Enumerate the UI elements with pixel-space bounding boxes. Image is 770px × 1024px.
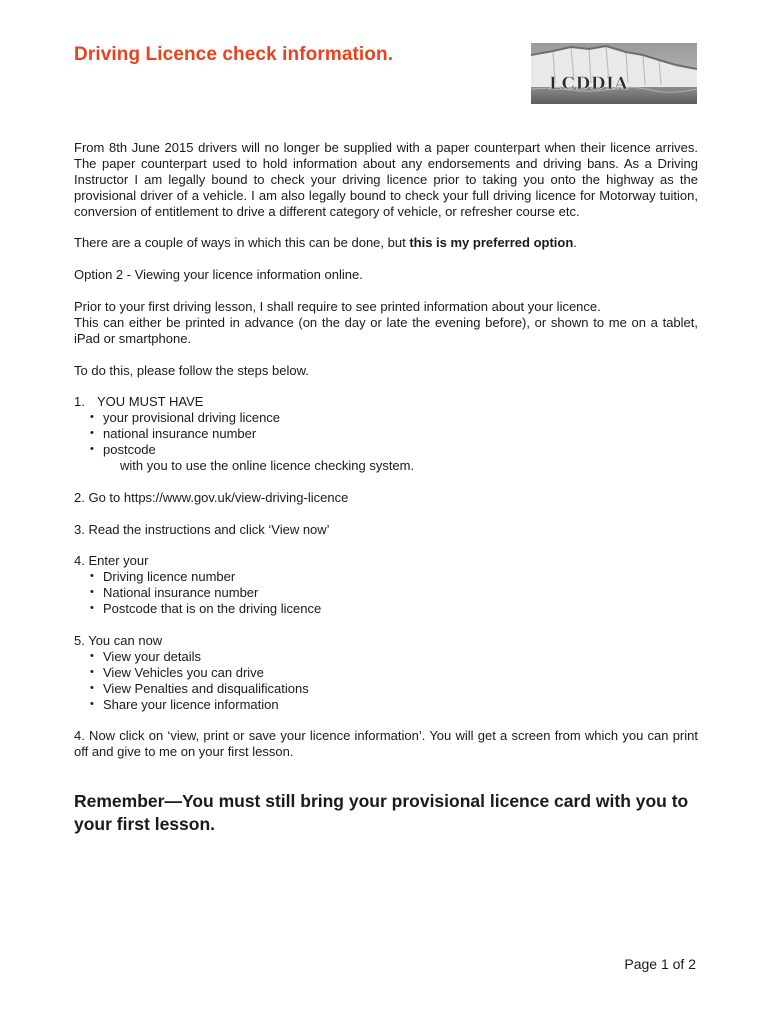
ways-text: There are a couple of ways in which this can be done, but [74, 235, 410, 251]
bullet-icon: • [90, 443, 94, 456]
step-4-list [74, 569, 698, 617]
list-item-text: Driving licence number [103, 569, 236, 585]
intro-paragraph: From 8th June 2015 drivers will no longer be supplied with a paper counterpart when their licence arrives. The paper counterpart used to hold information about any endorsements and driving bans. As a Driving Instructor I am legally bound to check your driving licence prior to taking you onto the highway as the provisional driver of a vehicle. I am also legally bound to check your full driving licence for Motorway tuition, conversion of entitlement to drive a different category of vehicle, or refresher course etc. [74, 140, 698, 219]
list-item [74, 665, 698, 681]
list-item-text: View Vehicles you can drive [103, 664, 264, 680]
step-1-title: YOU MUST HAVE [97, 394, 204, 410]
step-1-note: with you to use the online licence checking system. [120, 458, 415, 474]
step-2-text: 2. Go to https://www.gov.uk/view-driving-licence [74, 489, 349, 505]
reminder-text: Remember—You must still bring your provisional licence card with you to your first lesson. [74, 791, 689, 834]
bullet-icon: • [90, 697, 94, 710]
lcddia-logo [531, 43, 697, 104]
bullet-icon: • [90, 570, 94, 583]
list-item-text: national insurance number [103, 426, 257, 442]
page-number: Page 1 of 2 [624, 956, 696, 972]
step-5-heading: 5. You can now [74, 632, 163, 648]
logo-text: LCDDIA [549, 74, 629, 94]
list-item [74, 426, 698, 442]
bullet-icon: • [90, 649, 94, 662]
list-item [74, 569, 698, 585]
list-item-text: Postcode that is on the driving licence [103, 601, 322, 617]
step-3-text: 3. Read the instructions and click ‘View now’ [74, 521, 330, 537]
document-body [74, 140, 698, 760]
step-5-list [74, 649, 698, 713]
prior-line-2: This can either be printed in advance (on the day or late the evening before), or shown to me on a tablet, iPad or smartphone. [74, 314, 698, 346]
bullet-icon: • [90, 586, 94, 599]
step-1-heading [74, 394, 698, 410]
option-paragraph: Option 2 - Viewing your licence information online. [74, 267, 363, 283]
list-item [74, 649, 698, 665]
step-1-number: 1. [74, 394, 85, 410]
document-title: Driving Licence check information. [74, 44, 394, 65]
list-item [74, 681, 698, 697]
follow-steps-text: To do this, please follow the steps below. [74, 362, 309, 378]
prior-line-1: Prior to your first driving lesson, I shall require to see printed information about your licence. [74, 299, 601, 315]
list-item-text: View your details [103, 648, 202, 664]
ways-paragraph [74, 235, 698, 251]
step-4-heading: 4. Enter your [74, 553, 149, 569]
bullet-icon: • [90, 427, 94, 440]
list-item-text: View Penalties and disqualifications [103, 680, 309, 696]
list-item-text: postcode [103, 442, 156, 458]
ways-end: . [573, 235, 577, 251]
list-item [74, 442, 698, 458]
list-item [74, 585, 698, 601]
list-item [74, 601, 698, 617]
list-item [74, 410, 698, 426]
preferred-option-text: this is my preferred option [409, 235, 574, 251]
bullet-icon: • [90, 411, 94, 424]
bullet-icon: • [90, 665, 94, 678]
step-1-list [74, 410, 698, 458]
bullet-icon: • [90, 681, 94, 694]
list-item-text: Share your licence information [103, 696, 279, 712]
final-step-text: 4. Now click on ‘view, print or save your licence information’. You will get a screen from which you can print off and give to me on your first lesson. [74, 728, 698, 760]
list-item-text: your provisional driving licence [103, 410, 281, 426]
lcddia-logo-image [531, 43, 697, 104]
list-item-text: National insurance number [103, 585, 259, 601]
bullet-icon: • [90, 602, 94, 615]
list-item [74, 697, 698, 713]
